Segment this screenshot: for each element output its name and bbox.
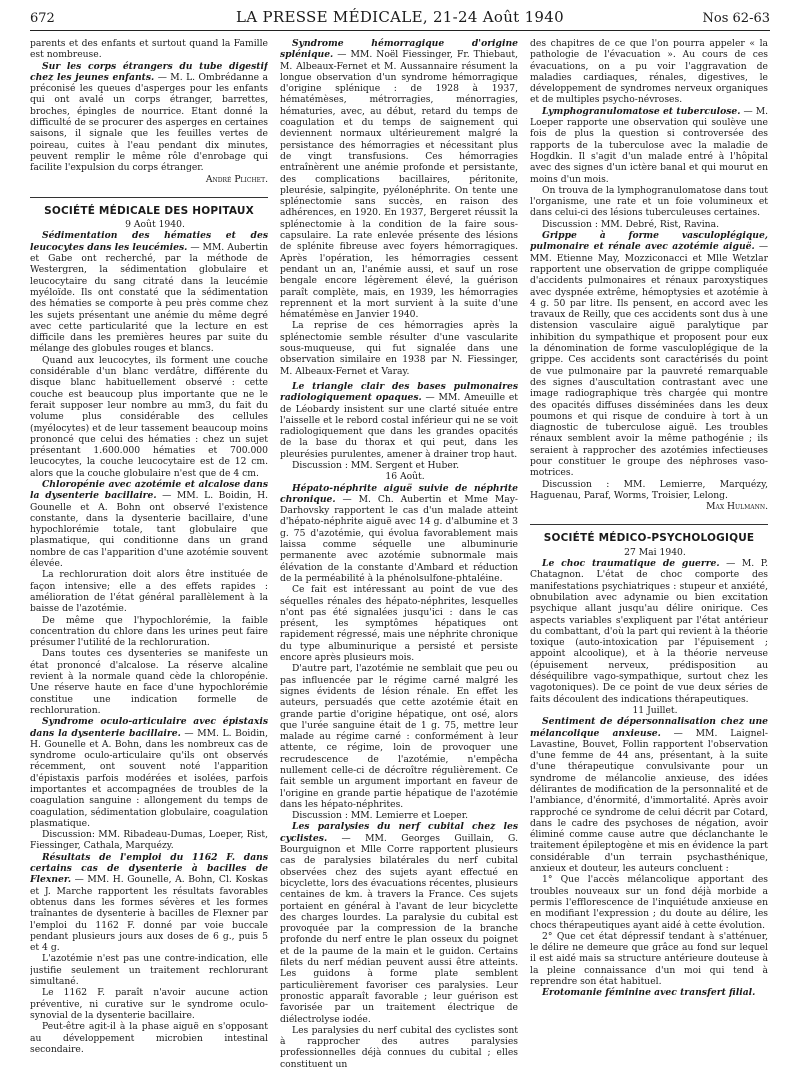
- article-body: — M. Loeper rapporte une observation qui soulève une fois de plus la question si controversée des rapports de la tuberculose avec la maladie de Hogdkin. Il s'agit d'un malade entré à l'hôpital avec des signes d'un ictère banal et qui mourut en moins d'un mois.: [530, 105, 768, 185]
- article-title: Le choc traumatique de guerre.: [542, 558, 720, 570]
- column-1: [30, 38, 268, 1076]
- column-2: [280, 38, 518, 1076]
- signature: Max Hulmann.: [706, 501, 768, 513]
- section-heading: SOCIÉTÉ MÉDICALE DES HOPITAUX: [30, 197, 268, 217]
- article-paragraph: Ce fait est intéressant au point de vue des séquelles rénales des hépato-néphrites, lesquelles n'ont pas été signalées jusqu'ici : dans le cas présent, les symptômes hépatiques ont rapidement régressé, mais une néphrite chronique du type albuminurique a persisté et persiste encore après plusieurs mois.: [280, 584, 518, 664]
- session-date: 11 Juillet.: [632, 704, 678, 716]
- column-3: [530, 38, 768, 1076]
- article-title: Sédimentation des hématies et des leucocytes dans les leucémies.: [30, 230, 268, 253]
- article-paragraph: Quand aux leucocytes, ils forment une couche considérable d'un blanc verdâtre, différente du disque blanc habituellement observé : cette couche est beaucoup plus importante que ne le ferait supposer leur nombre au mm3, du fait du volume plus considérable des cellules (myélocytes) et de leur tassement beaucoup moins prononcé que celui des hématies : chez un sujet présentant 1.600.000 hématies et 700.000 leucocytes, la couche leucocytaire est de 12 cm. alors que la couche globulaire n'est que de 4 cm.: [30, 354, 268, 479]
- article-paragraph: 2° Que cet état dépressif tendant à s'atténuer, le délire ne demeure que grâce au fond sur lequel il est aidé mais sa structure antérieure douteuse à la pleine connaissance d'un moi qui tend à reprendre son état habituel.: [530, 930, 768, 988]
- page-header: [30, 8, 770, 31]
- session-date: 27 Mai 1940.: [624, 546, 686, 558]
- article-paragraph: La reprise de ces hémorragies après la splénectomie semble résulter d'une vascularite sous-muqueuse, qui fut signalée dans une observation similaire en 1938 par N. Fiessinger, M. Albeaux-Fernet et Varay.: [280, 320, 518, 377]
- journal-title: LA PRESSE MÉDICALE, 21-24 Août 1940: [236, 8, 564, 26]
- article-paragraph: 1° Que l'accès mélancolique apportant des troubles nouveaux sur un fond déjà morbide a permis l'efflorescence de l'inquiétude anxieuse en en modifiant l'expression ; du doute au délire, les chocs thérapeutiques ayant aidé à cette évolution.: [530, 874, 768, 931]
- article-title: Les paralysies du nerf cubital chez les cyclistes.: [280, 821, 518, 844]
- article-title: Erotomanie féminine avec transfert filial.: [542, 987, 756, 999]
- discussion: Discussion: MM. Ribadeau-Dumas, Loeper, Rist, Fiessinger, Cathala, Marquézy.: [30, 829, 268, 852]
- session-date: 16 Août.: [385, 471, 425, 483]
- signature: André Plichet.: [205, 173, 268, 185]
- article-title: Sentiment de dépersonnalisation chez une mélancolique anxieuse.: [530, 716, 768, 739]
- issue-number: Nos 62-63: [702, 11, 770, 26]
- article-paragraph: La rechloruration doit alors être instituée de façon intensive; elle a des effets rapides : amélioration de l'état général parallèlement à la baisse de l'azotémie.: [30, 569, 268, 615]
- article-columns: [30, 38, 770, 1076]
- intro-text: parents et des enfants et surtout quand la Famille est nombreuse.: [30, 38, 268, 61]
- article-body: — MM. Laignel-Lavastine, Bouvet, Follin rapportent l'observation d'une femme de 44 ans, présentant, à la suite d'une thérapeutique convulsivante pour un syndrome de mélancolie anxieuse, des idées délirantes de modification de la personnalité et de l'ambiance, d'énormité, d'immortalité. Après avoir rapproché ce syndrome de celui décrit par Cotard, dans le cadre des psychoses de négation, avoir éliminé comme cause autre que déclanchante le traitement épileptogène et mis en évidence la part considérable d'un terrain psychasthénique, anxieux et douteur, les auteurs concluent :: [530, 727, 768, 875]
- article-body: — MM. H. Gounelle, A. Bohn, Cl. Koskas et J. Marche rapportent les résultats favorables obtenus dans les formes sévères et les formes traînantes de dysenterie à bacilles de Flexner par l'emploi du 1162 F. donné par voie buccale pendant plusieurs jours aux doses de 6 g., puis 5 et 4 g.: [30, 874, 268, 954]
- article-body: — MM. Aubertin et Gabe ont recherché, par la méthode de Westergren, la sédimentation globulaire et leucocytaire du sang citraté dans la leucémie myéloïde. Ils ont constaté que la sédimentation des hématies se comporte à peu près comme chez les sujets présentant une anémie du même degré avec cette particularité que la lecture en est difficile dans les premières heures par suite du mélange des globules rouges et blancs.: [30, 241, 268, 355]
- article-title: Chloropénie avec azotémie et alcalose dans la dysenterie bacillaire.: [30, 478, 268, 502]
- article-paragraph: Les paralysies du nerf cubital des cyclistes sont à rapprocher des autres paralysies professionnelles déjà connues du cubital ; elles constituent un: [280, 1024, 518, 1070]
- article-title: Syndrome oculo-articulaire avec épistaxis dans la dysenterie bacillaire.: [30, 716, 268, 739]
- article-body: — M. Ch. Aubertin et Mme May-Darhovsky rapportent le cas d'un malade atteint d'hépato-néphrite aiguë avec 14 g. d'albumine et 3 g. 75 d'azotémie, qui évolua favorablement mais laissa comme séquelle une albuminurie permanente avec azotémie subnormale mais élévation de la constante d'Ambard et réduction de la perméabilité à la phénolsulfone-phtaléine.: [280, 493, 518, 584]
- article-body: — MM. Etienne May, Mozziconacci et Mlle Wetzlar rapportent une observation de grippe compliquée d'accidents pulmonaires et rénaux paroxystiques avec dyspnée extrême, hémoptysies et azotémie à 4 g. 50 par litre. Ils pensent, en accord avec les travaux de Reilly, que ces accidents sont dus à une distension vasculaire aiguë paralytique par inhibition du sympathique et proposent pour eux la dénomination de forme vasculoplégique de la grippe. Ces accidents sont caractérisés du point de vue pulmonaire par la pauvreté remarquable des signes d'auscultation contrastant avec une image radiographique très chargée qui montre des opacités diffuses disséminées dans les deux poumons et qui risque de conduire à tort à un diagnostic de tuberculose aiguë. Les troubles rénaux semblent avoir la même pathogénie ; ils seraient à rapprocher des azotémies infectieuses pour constituer le groupe des néphroses vaso-motrices.: [530, 241, 768, 479]
- article-title: Grippe à forme vasculoplégique, pulmonaire et rénale avec azotémie aiguë.: [530, 230, 768, 253]
- article-body: — MM. L. Boidin, H. Gounelle et A. Bohn, dans les nombreux cas de syndrome oculo-articulaire qu'ils ont observés récemment, ont souvent noté l'apparition d'épistaxis parfois modérées et isolées, parfois importantes et accompagnées de troubles de la coagulation sanguine : allongement du temps de coagulation, sédimentation globulaire, coagulation plasmatique.: [30, 727, 268, 829]
- session-date: 9 Août 1940.: [125, 219, 185, 231]
- article-title: Syndrome hémorragique d'origine splénique.: [280, 38, 518, 61]
- article-paragraph: Dans toutes ces dysenteries se manifeste un état prononcé d'alcalose. La réserve alcaline revient à la normale quand cède la chloropénie. Une réserve haute en face d'une hypochlorémie constitue une indication formelle de rechloruration.: [30, 648, 268, 716]
- article-paragraph: De même que l'hypochlorémie, la faible concentration du chlore dans les urines peut faire présumer l'utilité de la rechloruration.: [30, 614, 268, 649]
- article-body: — MM. Georges Guillain, G. Bourguignon et Mlle Corre rapportent plusieurs cas de paralysies bilatérales du nerf cubital observées chez des sujets ayant effectué en bicyclette, lors des évacuations récentes, plusieurs centaines de km. à travers la France. Ces sujets portaient en général à l'avant de leur bicyclette des charges lourdes. La paralysie du cubital est provoquée par la compression de la branche profonde du nerf entre le plan osseux du poignet et de la paume de la main et le guidon. Certains filets du nerf médian peuvent aussi être atteints. Les guidons à forme plate semblent particulièrement favoriser ces paralysies. Leur pronostic apparaît favorable ; leur guérison est favorisée par un traitement électrique de diélectrolyse iodée.: [280, 832, 518, 1025]
- article-body: — M. L. Ombrédanne a préconisé les queues d'asperges pour les enfants qui ont avalé un corps étranger, barrettes, broches, épingles de nourrice. Etant donné la difficulté de se procurer des asperges en certaines saisons, il signale que les feuilles vertes de poireau, cuites à l'eau pendant dix minutes, peuvent remplir le même rôle d'enrobage qui facilite l'expulsion du corps étranger.: [30, 71, 268, 174]
- article-title: Résultats de l'emploi du 1162 F. dans certains cas de dysenterie à bacilles de Flexner.: [30, 851, 268, 886]
- article-body: — M. P. Chatagnon. L'état de choc comporte des manifestations psychiatriques : stupeur et anxiété, obnubilation avec adynamie ou bien excitation psychique allant jusqu'au délire onirique. Ces aspects variables s'expliquent par l'état antérieur du combattant, d'où la part qui revient à la théorie toxique (auto-intoxication par l'épuisement ; appoint alcoolique), et à la théorie nerveuse (épuisement nerveux, prédisposition au déséquilibre vago-sympathique, surtout chez les vagotoniques). De ce point de vue deux séries de faits découlent des indications thérapeutiques.: [530, 558, 768, 705]
- article-title: Lymphogranulomatose et tuberculose.: [542, 105, 741, 117]
- article-paragraph: Peut-être agit-il à la phase aiguë en s'opposant au développement microbien intestinal secondaire.: [30, 1021, 268, 1055]
- article-paragraph: Le 1162 F. paraît n'avoir aucune action préventive, ni curative sur le syndrome oculo-synovial de la dysenterie bacillaire.: [30, 987, 268, 1021]
- page-number: 672: [30, 11, 55, 26]
- article-body: — MM. Noël Fiessinger, Fr. Thiebaut, M. Albeaux-Fernet et M. Aussannaire résument la longue observation d'un syndrome hémorragique d'origine splénique : de 1928 à 1937, hématémèses, métrorragies, ménorragies, hématuries, avec, au début, retard du temps de coagulation et du temps de saignement qui deviennent normaux ultérieurement malgré la persistance des hémorragies et nécessitant plus de vingt transfusions. Ces hémorragies entraînèrent une anémie profonde et persistante, des complications bacillaires, péritonite, pleurésie, salpingite, pyélonéphrite. On tente une splénectomie sans succès, en raison des adhérences, en 1920. En 1937, Bergeret réussit la splénectomie à la condition de la faire sous-capsulaire. La rate enlevée présente des lésions de splénite fibreuse avec foyers hémorragiques. Après l'opération, les hémorragies cessent pendant un an, l'anémie aussi, et sauf un rose bengale encore légèrement élevé, la guérison paraît complète, mais, en 1939, les hémorragies reprennent et la mort survient à la suite d'une hématémèse en Janvier 1940.: [280, 49, 518, 321]
- article-title: Sur les corps étrangers du tube digestif chez les jeunes enfants.: [30, 60, 268, 83]
- article-paragraph: des chapitres de ce que l'on pourra appeler « la pathologie de l'évacuation ». Au cours de ces évacuations, on a pu voir l'aggravation de maladies cardiaques, rénales, digestives, le développement de syndromes nerveux organiques et de multiples psycho-névroses.: [530, 38, 768, 106]
- discussion: Discussion : MM. Sergent et Huber.: [292, 459, 460, 471]
- discussion: Discussion : MM. Lemierre, Marquézy, Haguenau, Paraf, Worms, Troisier, Lelong.: [530, 478, 768, 501]
- article-paragraph: D'autre part, l'azotémie ne semblait que peu ou pas influencée par le régime carné malgré les signes évidents de lésion rénale. En effet les auteurs, persuadés que cette azotémie était en grande partie d'origine hépatique, ont osé, alors que l'urée sanguine était de 1 g. 75, mettre leur malade au régime carné : conformément à leur attente, ce régime, loin de provoquer une recrudescence de l'azotémie, n'empêcha nullement celle-ci de décroître régulièrement. Ce fait semble un argument important en faveur de l'origine en grande partie hépatique de l'azotémie dans les hépato-néphrites.: [280, 663, 518, 810]
- section-heading: SOCIÉTÉ MÉDICO-PSYCHOLOGIQUE: [530, 524, 768, 544]
- article-title: Le triangle clair des bases pulmonaires radiologiquement opaques.: [280, 380, 518, 404]
- discussion: Discussion : MM. Lemierre et Loeper.: [292, 810, 468, 822]
- article-paragraph: L'azotémie n'est pas une contre-indication, elle justifie seulement un traitement rechlorurant simultané.: [30, 953, 268, 988]
- article-paragraph: On trouva de la lymphogranulomatose dans tout l'organisme, une rate et un foie volumineux et dans celui-ci des lésions tuberculeuses certaines.: [530, 184, 768, 219]
- article-title: Hépato-néphrite aiguë suivie de néphrite chronique.: [280, 482, 518, 505]
- article-body: — MM. Ameuille et de Léobardy insistent sur une clarté située entre l'aisselle et le rebord costal inférieur qui ne se voit radiologiquement que dans les grandes opacités de la base du thorax et qui peut, dans les pleurésies purulentes, amener à drainer trop haut.: [280, 392, 518, 460]
- article-body: — MM. L. Boidin, H. Gounelle et A. Bohn ont observé l'existence constante, dans la dysenterie bacillaire, d'une hypochlorémie totale, tant globulaire que plasmatique, qui conditionne dans un grand nombre de cas l'apparition d'une azotémie souvent élevée.: [30, 490, 268, 570]
- discussion: Discussion : MM. Debré, Rist, Ravina.: [542, 218, 719, 230]
